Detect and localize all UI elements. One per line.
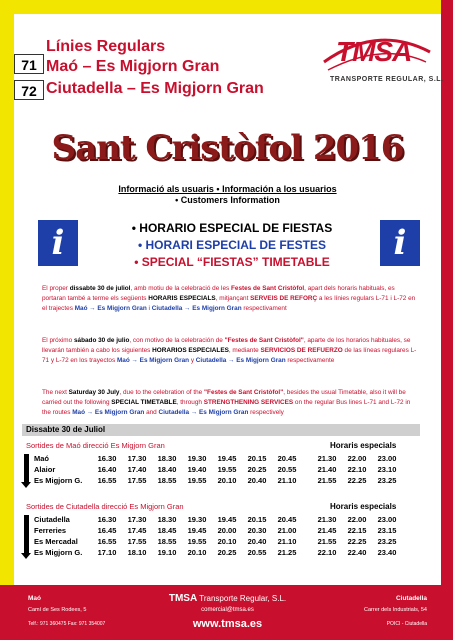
- departure-time: 21.00: [277, 526, 297, 535]
- departure-time: 20.55: [247, 548, 267, 557]
- departure-time: 19.55: [187, 537, 207, 546]
- special-departure-time: 21.40: [317, 465, 337, 474]
- route-72-name: Ciutadella – Es Migjorn Gran: [46, 80, 264, 97]
- departure-time: 18.40: [157, 465, 177, 474]
- special-departure-time: 22.25: [347, 476, 367, 485]
- special-departure-time: 23.25: [377, 537, 397, 546]
- footer-right-code: POICI - Ciutadella: [386, 621, 427, 627]
- stop-name: Alaior: [34, 465, 56, 474]
- right-red-stripe: [441, 0, 453, 585]
- departure-time: 20.10: [217, 537, 237, 546]
- notice-paragraph-ca: El proper dissabte 30 de juliol, amb motiu de la celebració de les Festes de Sant Cristòfol, apart dels horaris habituals, es portaran també a terme els següents HORARIS ESPECIALS, mitjançant SERVEIS DE REFORÇ a les línies regulars L-71 i L-72 en el trajectes Maó → Es Migjorn Gran i Ciutadella → Es Migjorn Gran respectivament: [42, 285, 416, 312]
- footer-left-bar: [0, 585, 14, 640]
- special-timetable-es: • HORARIO ESPECIAL DE FIESTAS: [131, 221, 333, 235]
- schedule-row: [32, 514, 402, 525]
- special-departure-time: 21.55: [317, 476, 337, 485]
- departure-time: 18.30: [157, 515, 177, 524]
- special-departure-time: 22.15: [347, 526, 367, 535]
- event-title: Sant Cristòfol 2016: [51, 128, 404, 168]
- stop-name: Ferreries: [34, 526, 67, 535]
- departure-time: 16.40: [97, 465, 117, 474]
- lines-heading: Línies Regulars: [46, 38, 166, 55]
- departure-time: 19.45: [217, 515, 237, 524]
- footer: [14, 585, 441, 640]
- departure-time: 16.45: [97, 526, 117, 535]
- departure-time: 18.10: [127, 548, 147, 557]
- special-departure-time: 22.40: [347, 548, 367, 557]
- route-72-badge: 72: [14, 80, 44, 100]
- departure-time: 19.30: [187, 515, 207, 524]
- special-departure-time: 23.25: [377, 476, 397, 485]
- notice-paragraph-es: El próximo sábado 30 de julio, con motivo de la celebración de "Festes de Sant Cristòfol", aparte de los horarios habituales, se llevarán también a cabo los siguientes HORARIOS ESPECIALES, mediante SERVICIOS DE REFUERZO de las líneas regulares L-71 y L-72 en los trayectos Maó → Es Migjorn Gran y Ciutadella → Es Migjorn Gran respectivamente: [42, 337, 417, 364]
- special-departure-time: 21.30: [317, 454, 337, 463]
- schedule-row: [32, 525, 402, 536]
- route-71-name: Maó – Es Migjorn Gran: [46, 58, 220, 75]
- departure-time: 19.30: [187, 454, 207, 463]
- special-schedule-label: Horaris especials: [330, 441, 397, 450]
- departure-time: 20.15: [247, 454, 267, 463]
- departure-time: 17.40: [127, 465, 147, 474]
- down-arrow-icon: [24, 515, 29, 555]
- special-departure-time: 23.00: [377, 515, 397, 524]
- special-timetable-en: • SPECIAL “FIESTAS” TIMETABLE: [134, 255, 330, 269]
- departure-time: 20.10: [217, 476, 237, 485]
- special-departure-time: 23.00: [377, 454, 397, 463]
- footer-phone: Telf.: 971 360475 Fax: 971 354007: [28, 621, 106, 627]
- schedule-row: [32, 464, 402, 475]
- route-71-badge: 71: [14, 54, 44, 74]
- departure-time: 20.55: [277, 465, 297, 474]
- special-departure-time: 22.10: [317, 548, 337, 557]
- stop-name: Maó: [34, 454, 49, 463]
- departure-time: 17.30: [127, 515, 147, 524]
- schedule-row: [32, 453, 402, 464]
- footer-left-address: Camí de Ses Rodees, 5: [28, 607, 87, 613]
- departure-time: 20.15: [247, 515, 267, 524]
- ciutadella-direction-title: Sortides de Ciutadella direcció Es Migjorn Gran: [26, 502, 184, 511]
- column-gap: [302, 453, 312, 464]
- special-departure-time: 22.00: [347, 515, 367, 524]
- departure-time: 16.55: [97, 537, 117, 546]
- departure-time: 17.10: [97, 548, 117, 557]
- departure-time: 18.30: [157, 454, 177, 463]
- stop-name: Ciutadella: [34, 515, 70, 524]
- footer-company: TMSA Transporte Regular, S.L.: [168, 593, 287, 604]
- schedule-row: [32, 475, 402, 486]
- departure-time: 20.30: [247, 526, 267, 535]
- mao-direction-title: Sortides de Maó direcció Es Migjorn Gran: [26, 441, 165, 450]
- footer-right-city: Ciutadella: [395, 595, 427, 602]
- special-departure-time: 22.10: [347, 465, 367, 474]
- departure-time: 17.55: [127, 537, 147, 546]
- special-departure-time: 22.00: [347, 454, 367, 463]
- departure-time: 16.30: [97, 515, 117, 524]
- departure-time: 19.45: [217, 454, 237, 463]
- special-departure-time: 23.10: [377, 465, 397, 474]
- mao-schedule-table: [32, 453, 402, 486]
- special-departure-time: 22.25: [347, 537, 367, 546]
- column-gap: [302, 547, 312, 558]
- footer-left-city: Maó: [28, 595, 41, 602]
- notice-paragraph-en: The next Saturday 30 July, due to the celebration of the "Festes de Sant Cristòfol", besides the usual Timetable, also it will be carried out the following SPECIAL TIMETABLE, through STRENGTHENING SERVICES on the regular Bus lines L-71 and L-72 in the routes Maó → Es Migjorn Gran and Ciutadella → Es Migjorn Gran respectively: [42, 389, 411, 416]
- column-gap: [302, 514, 312, 525]
- departure-time: 18.45: [157, 526, 177, 535]
- column-gap: [302, 525, 312, 536]
- top-yellow-stripe: [0, 0, 453, 14]
- departure-time: 19.55: [217, 465, 237, 474]
- schedule-row: [32, 536, 402, 547]
- stop-name: Es Migjorn G.: [34, 476, 83, 485]
- schedule-date-header: Dissabte 30 de Juliol: [22, 424, 420, 436]
- departure-time: 18.55: [157, 537, 177, 546]
- departure-time: 18.55: [157, 476, 177, 485]
- departure-time: 16.55: [97, 476, 117, 485]
- footer-email-link[interactable]: comercial@tmsa.es: [201, 607, 254, 613]
- special-departure-time: 23.40: [377, 548, 397, 557]
- info-icon: i: [38, 220, 78, 266]
- column-gap: [302, 464, 312, 475]
- departure-time: 20.45: [277, 454, 297, 463]
- departure-time: 20.00: [217, 526, 237, 535]
- footer-right-bar: [441, 585, 453, 640]
- departure-time: 20.25: [247, 465, 267, 474]
- departure-time: 17.30: [127, 454, 147, 463]
- info-customers-line: • Customers Information: [175, 195, 280, 205]
- ciutadella-schedule-table: [32, 514, 402, 558]
- departure-time: 17.45: [127, 526, 147, 535]
- column-gap: [302, 536, 312, 547]
- schedule-row: [32, 547, 402, 558]
- info-icon: i: [380, 220, 420, 266]
- departure-time: 20.45: [277, 515, 297, 524]
- departure-time: 20.25: [217, 548, 237, 557]
- departure-time: 16.30: [97, 454, 117, 463]
- down-arrow-icon: [24, 454, 29, 484]
- left-yellow-stripe: [0, 0, 14, 585]
- departure-time: 21.10: [277, 476, 297, 485]
- departure-time: 21.25: [277, 548, 297, 557]
- departure-time: 19.10: [157, 548, 177, 557]
- stop-name: Es Mercadal: [34, 537, 78, 546]
- departure-time: 17.55: [127, 476, 147, 485]
- special-timetable-ca: • HORARI ESPECIAL DE FESTES: [137, 238, 326, 252]
- special-departure-time: 23.15: [377, 526, 397, 535]
- footer-website-link[interactable]: www.tmsa.es: [192, 618, 263, 630]
- stop-name: Es Migjorn G.: [34, 548, 83, 557]
- info-languages-line: Informació als usuaris • Información a los usuarios: [118, 184, 337, 194]
- departure-time: 19.55: [187, 476, 207, 485]
- special-departure-time: 21.55: [317, 537, 337, 546]
- special-departure-time: 21.45: [317, 526, 337, 535]
- departure-time: 19.40: [187, 465, 207, 474]
- special-departure-time: 21.30: [317, 515, 337, 524]
- departure-time: 19.45: [187, 526, 207, 535]
- tmsa-logo: [322, 32, 444, 92]
- special-schedule-label: Horaris especials: [330, 502, 397, 511]
- logo-tagline: TRANSPORTE REGULAR, S.L.: [330, 76, 444, 83]
- notice-page: [14, 14, 444, 585]
- logo-wordmark: TMSA: [336, 36, 412, 67]
- departure-time: 20.10: [187, 548, 207, 557]
- departure-time: 20.40: [247, 537, 267, 546]
- departure-time: 21.10: [277, 537, 297, 546]
- departure-time: 20.40: [247, 476, 267, 485]
- column-gap: [302, 475, 312, 486]
- footer-right-address: Carrer dels Industrials, 54: [364, 607, 427, 613]
